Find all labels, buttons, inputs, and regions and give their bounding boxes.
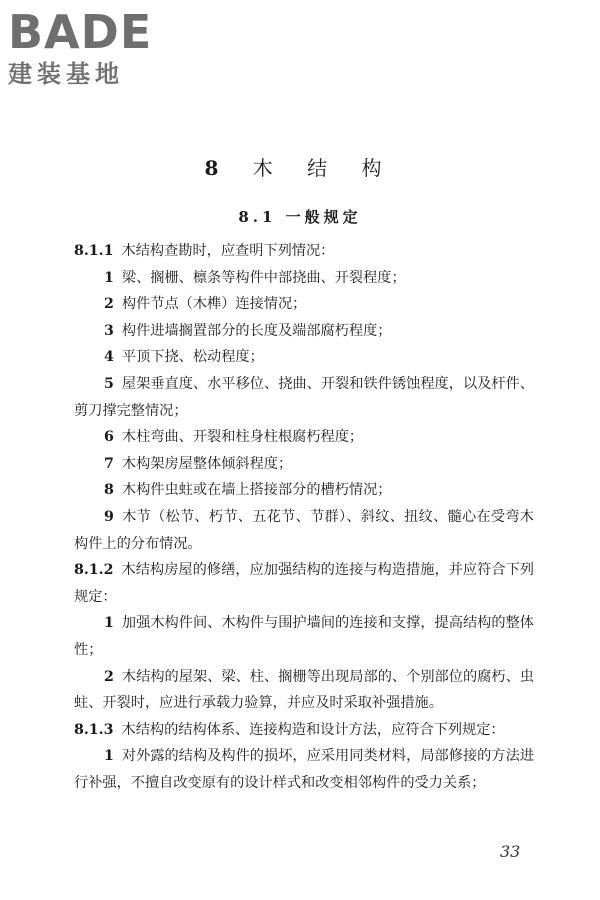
clause-number: 8.1.1	[74, 243, 114, 259]
list-item	[74, 504, 534, 557]
list-item	[74, 265, 534, 292]
list-item	[74, 318, 534, 345]
list-item	[74, 371, 534, 424]
item-number: 2	[104, 668, 114, 685]
item-number: 7	[104, 455, 114, 472]
item-text: 屋架垂直度、水平移位、挠曲、开裂和铁件锈蚀程度，以及杆件、剪刀撑完整情况；	[74, 375, 534, 419]
item-text: 平顶下挠、松动程度；	[121, 349, 264, 366]
item-text: 对外露的结构及构件的损坏，应采用同类材料，局部修接的方法进行补强，不擅自改变原有的设计样式和改变相邻构件的受力关系；	[74, 748, 534, 791]
chapter-title	[0, 152, 600, 181]
list-item	[74, 664, 534, 717]
logo-brand-cn: 建装基地	[8, 60, 124, 88]
list-item	[74, 477, 534, 504]
item-text: 木结构的屋架、梁、柱、搁栅等出现局部的、个别部位的腐朽、虫蛀、开裂时，应进行承载力验算，并应及时采取补强措施。	[74, 668, 534, 712]
logo	[8, 6, 178, 88]
clause	[74, 557, 534, 610]
item-number: 9	[104, 508, 114, 525]
item-text: 构件节点（木榫）连接情况；	[121, 296, 307, 313]
clause-number: 8.1.2	[74, 562, 114, 579]
section-title	[0, 206, 600, 227]
chapter-number: 8	[204, 156, 233, 180]
list-item	[74, 743, 534, 796]
clause	[74, 238, 534, 265]
item-text: 木构架房屋整体倾斜程度；	[121, 455, 293, 472]
section-number: 8.1	[238, 208, 277, 226]
list-item	[74, 344, 534, 371]
document-body	[74, 238, 534, 796]
section-name: 一般规定	[285, 208, 362, 226]
list-item	[74, 610, 534, 663]
clause-text: 木结构的结构体系、连接构造和设计方法，应符合下列规定：	[121, 721, 505, 738]
clause-text: 木结构房屋的修缮，应加强结构的连接与构造措施，并应符合下列规定：	[74, 562, 534, 605]
clause	[74, 717, 534, 744]
item-number: 1	[104, 615, 114, 632]
list-item	[74, 424, 534, 451]
item-number: 1	[104, 748, 114, 765]
clause-text: 木结构查勘时，应查明下列情况：	[121, 243, 335, 259]
item-number: 1	[104, 269, 114, 286]
item-text: 木构件虫蛀或在墙上搭接部分的槽朽情况；	[121, 482, 392, 499]
clause-number: 8.1.3	[74, 721, 114, 738]
item-text: 木柱弯曲、开裂和柱身柱根腐朽程度；	[121, 429, 364, 446]
item-number: 8	[104, 482, 114, 499]
page-number: 33	[500, 842, 521, 861]
item-number: 4	[104, 349, 114, 366]
item-text: 加强木构件间、木构件与围护墙间的连接和支撑，提高结构的整体性；	[74, 615, 534, 658]
item-number: 3	[104, 322, 114, 339]
item-number: 6	[104, 429, 114, 446]
item-number: 5	[104, 375, 114, 392]
chapter-name: 木 结 构	[252, 156, 396, 180]
item-text: 构件进墙搁置部分的长度及端部腐朽程度；	[121, 322, 392, 339]
item-number: 2	[104, 296, 114, 313]
logo-brand: BADE	[8, 5, 153, 59]
list-item	[74, 451, 534, 478]
item-text: 梁、搁栅、檩条等构件中部挠曲、开裂程度；	[121, 269, 406, 286]
item-text: 木节（松节、朽节、五花节、节群）、斜纹、扭纹、髓心在受弯木构件上的分布情况。	[74, 508, 534, 552]
list-item	[74, 291, 534, 318]
